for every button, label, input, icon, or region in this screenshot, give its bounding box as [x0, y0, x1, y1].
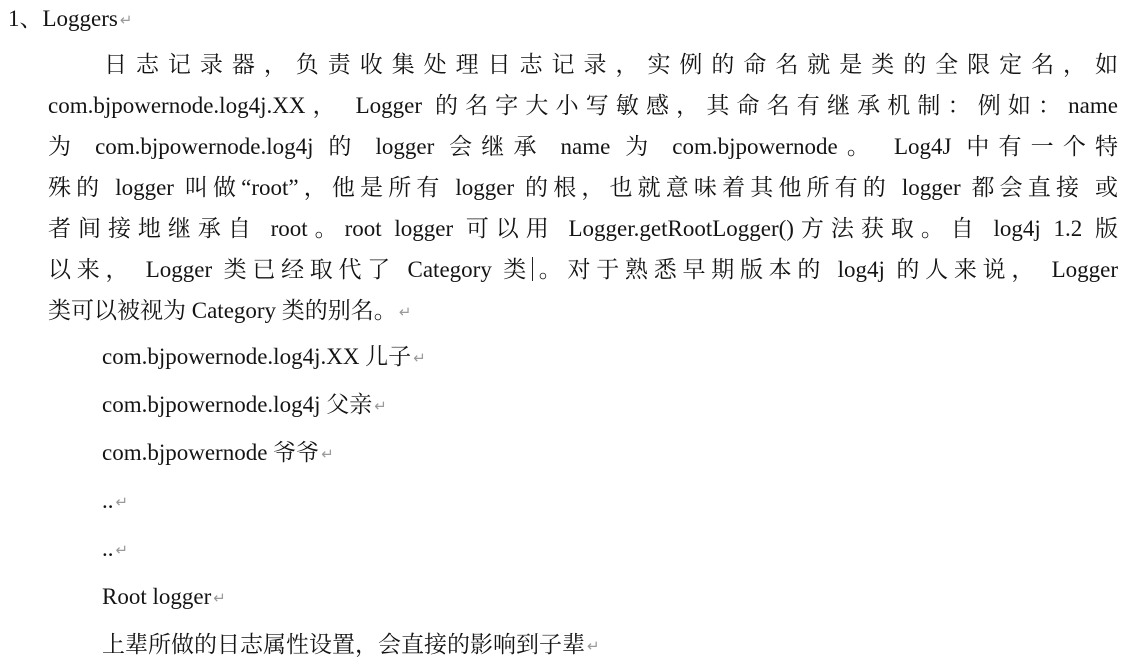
list-item-text: Root logger	[102, 584, 212, 609]
paragraph-mark-icon: ↵	[115, 493, 129, 511]
list-item[interactable]	[102, 336, 600, 384]
paragraph-line-last	[48, 290, 1118, 331]
list-item-text: ..	[102, 536, 114, 561]
list-item[interactable]	[102, 624, 600, 672]
line-text-before-cursor: 以来， Logger 类已经取代了 Category 类	[48, 257, 533, 282]
line-text-after-cursor: 。对于熟悉早期版本的 log4j 的人来说， Logger	[533, 257, 1118, 282]
logger-hierarchy-list	[102, 336, 600, 672]
paragraph-line: 日志记录器，负责收集处理日志记录，实例的命名就是类的全限定名，如	[104, 52, 1118, 77]
paragraph-line: 殊的 logger 叫做“root”，他是所有 logger 的根，也就意味着其他所有的 logger 都会直接 或	[48, 175, 1118, 200]
paragraph-mark-icon: ↵	[115, 541, 129, 559]
list-item[interactable]	[102, 384, 600, 432]
paragraph-mark-icon: ↵	[413, 349, 426, 367]
list-item[interactable]	[102, 480, 600, 528]
list-item-text: com.bjpowernode 爷爷	[102, 440, 320, 465]
list-item[interactable]	[102, 528, 600, 576]
heading-text: 1、Loggers	[8, 6, 118, 31]
paragraph-mark-icon: ↵	[374, 397, 387, 415]
list-item[interactable]	[102, 432, 600, 480]
paragraph-line: 为 com.bjpowernode.log4j 的 logger 会继承 name 为 com.bjpowernode。 Log4J 中有一个特	[48, 134, 1118, 159]
line-text: 类可以被视为 Category 类的别名。	[48, 298, 397, 323]
paragraph-line: com.bjpowernode.log4j.XX， Logger 的名字大小写敏感，其命名有继承机制：例如：name	[48, 93, 1118, 118]
body-paragraph[interactable]	[48, 44, 1118, 331]
paragraph-mark-icon: ↵	[398, 303, 412, 321]
paragraph-line: 者间接地继承自 root。root logger 可以用 Logger.getRootLogger()方法获取。自 log4j 1.2 版	[48, 216, 1118, 241]
list-item-text: com.bjpowernode.log4j.XX 儿子	[102, 344, 412, 369]
paragraph-line-with-cursor	[48, 249, 1118, 290]
paragraph-mark-icon: ↵	[119, 11, 133, 29]
list-item-text: 上辈所做的日志属性设置，会直接的影响到子辈	[102, 632, 585, 657]
paragraph-mark-icon: ↵	[213, 589, 226, 607]
paragraph-mark-icon: ↵	[321, 445, 334, 463]
paragraph-mark-icon: ↵	[587, 637, 600, 655]
list-item[interactable]	[102, 576, 600, 624]
section-heading	[8, 4, 132, 35]
list-item-text: com.bjpowernode.log4j 父亲	[102, 392, 373, 417]
list-item-text: ..	[102, 488, 114, 513]
